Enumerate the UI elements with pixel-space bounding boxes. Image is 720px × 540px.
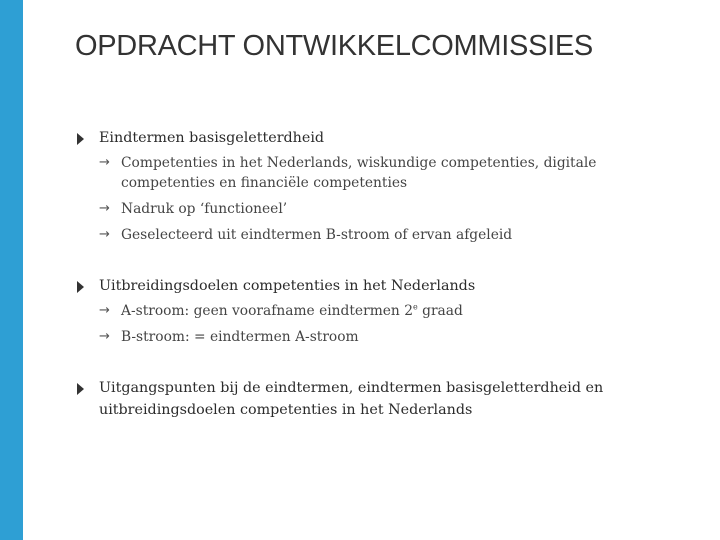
sub-bullet-text: Competenties in het Nederlands, wiskundige competenties, digitale competenties en financiële competenties (121, 155, 597, 191)
bullet-group-1 (75, 127, 675, 245)
superscript: e (413, 302, 418, 312)
slide-title: OPDRACHT ONTWIKKELCOMMISSIES (75, 30, 593, 62)
bullet-group-2 (75, 275, 675, 347)
bullet-text: Uitgangspunten bij de eindtermen, eindtermen basisgeletterdheid en uitbreidingsdoelen competenties in het Nederlands (99, 380, 604, 418)
sub-bullet-item (75, 327, 675, 347)
bullet-item (75, 377, 675, 421)
bullet-text: Eindtermen basisgeletterdheid (99, 130, 325, 146)
sub-bullet-text: B-stroom: = eindtermen A-stroom (121, 329, 359, 345)
triangle-right-icon (77, 383, 84, 395)
arrow-right-icon: → (99, 227, 110, 242)
sub-bullet-item (75, 199, 675, 219)
accent-side-bar (0, 0, 23, 540)
arrow-right-icon: → (99, 303, 110, 318)
arrow-right-icon: → (99, 201, 110, 216)
sub-bullet-text: Nadruk op ‘functioneel’ (121, 201, 288, 217)
bullet-group-3 (75, 377, 675, 421)
triangle-right-icon (77, 281, 84, 293)
sub-bullet-text: A-stroom: geen voorafname eindtermen 2 (121, 303, 413, 319)
sub-bullet-item (75, 301, 675, 321)
slide-content (75, 127, 675, 451)
sub-bullet-text: Geselecteerd uit eindtermen B-stroom of ervan afgeleid (121, 227, 513, 243)
bullet-item (75, 275, 675, 297)
arrow-right-icon: → (99, 329, 110, 344)
triangle-right-icon (77, 133, 84, 145)
sub-bullet-item (75, 153, 675, 193)
bullet-item (75, 127, 675, 149)
sub-bullet-text-end: graad (417, 303, 463, 319)
sub-bullet-item (75, 225, 675, 245)
arrow-right-icon: → (99, 155, 110, 170)
bullet-text: Uitbreidingsdoelen competenties in het Nederlands (99, 278, 476, 294)
